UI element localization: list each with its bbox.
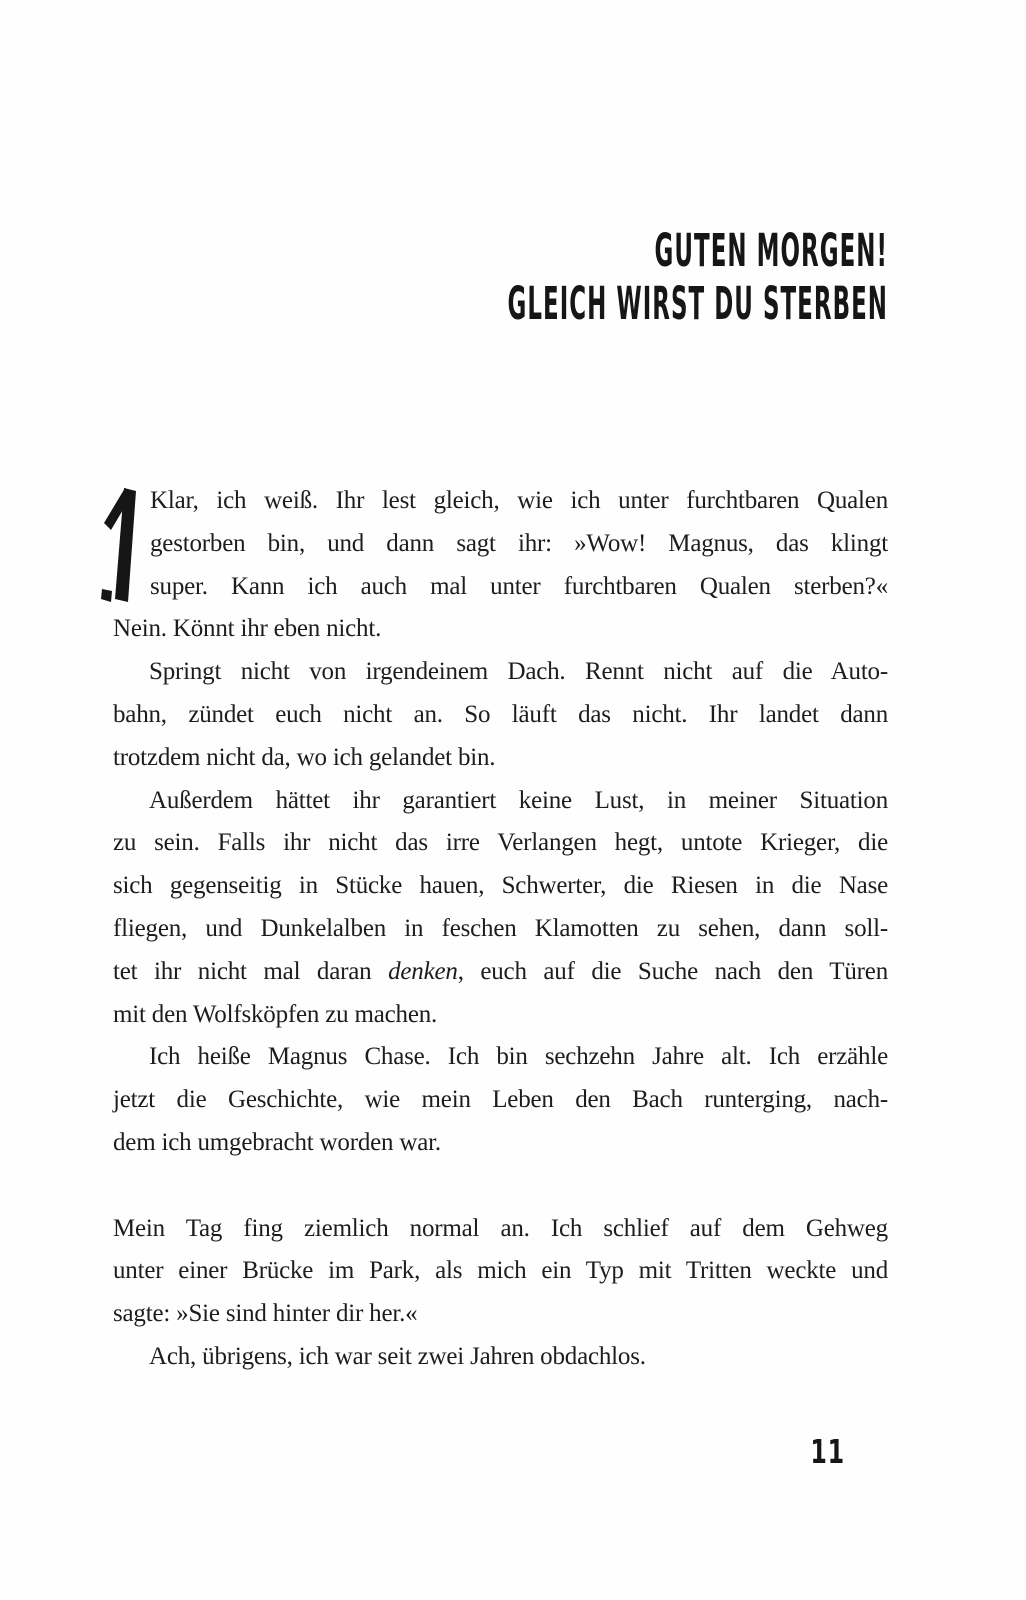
paragraph [113, 1036, 888, 1164]
text-line [113, 865, 888, 908]
chapter-heading [142, 224, 888, 330]
text-line [113, 523, 888, 566]
paragraph [113, 480, 888, 651]
paragraph [113, 1208, 888, 1336]
text-segment: Mein Tag fing ziemlich normal an. Ich schlief auf dem Gehweg [113, 1214, 888, 1242]
paragraph [113, 651, 888, 779]
text-line [113, 737, 888, 780]
text-line [113, 1336, 888, 1379]
text-line [113, 1122, 888, 1165]
text-line [113, 694, 888, 737]
text-segment: Ich heiße Magnus Chase. Ich bin sechzehn Jahre alt. Ich erzähle [149, 1043, 888, 1071]
text-line [113, 822, 888, 865]
paragraph [113, 1336, 888, 1379]
text-line [113, 608, 888, 651]
text-line [113, 908, 888, 951]
text-segment: unter einer Brücke im Park, als mich ein Typ mit Tritten weckte und [113, 1257, 888, 1285]
paragraph-spacer [113, 1165, 888, 1208]
text-line [113, 1079, 888, 1122]
text-segment: Außerdem hättet ihr garantiert keine Lust, in meiner Situation [149, 786, 888, 814]
text-line [113, 1208, 888, 1251]
page-number: 11 [810, 1432, 845, 1471]
emphasized-text: denken [388, 957, 458, 985]
text-segment: zu sein. Falls ihr nicht das irre Verlangen hegt, untote Krieger, die [113, 829, 888, 857]
paragraph [113, 780, 888, 1037]
text-line [113, 1036, 888, 1079]
text-line [113, 651, 888, 694]
text-segment: Ach, übrigens, ich war seit zwei Jahren obdachlos. [149, 1342, 646, 1370]
text-segment: trotzdem nicht da, wo ich gelandet bin. [113, 743, 496, 771]
text-line [113, 1293, 888, 1336]
text-segment: sagte: »Sie sind hinter dir her.« [113, 1300, 418, 1328]
text-segment: sich gegenseitig in Stücke hauen, Schwerter, die Riesen in die Nase [113, 872, 888, 900]
chapter-heading-line-1: GUTEN MORGEN! [654, 224, 888, 277]
text-segment: mit den Wolfsköpfen zu machen. [113, 1000, 438, 1028]
chapter-heading-line-2: GLEICH WIRST DU STERBEN [507, 277, 888, 330]
body-text [113, 480, 888, 1379]
text-line [113, 951, 888, 994]
text-segment: , euch auf die Suche nach den Türen [457, 957, 888, 985]
text-line [113, 566, 888, 609]
text-segment: tet ihr nicht mal daran [113, 957, 389, 985]
text-segment: Nein. Könnt ihr eben nicht. [113, 615, 382, 643]
chapter-number-dropcap [101, 486, 143, 608]
text-segment: Springt nicht von irgendeinem Dach. Rennt nicht auf die Auto- [149, 658, 888, 686]
text-segment: super. Kann ich auch mal unter furchtbaren Qualen sterben?« [150, 572, 888, 600]
text-line [113, 480, 888, 523]
text-line [113, 1250, 888, 1293]
text-segment: bahn, zündet euch nicht an. So läuft das nicht. Ihr landet dann [113, 700, 888, 728]
text-segment: fliegen, und Dunkelalben in feschen Klamotten zu sehen, dann soll- [113, 914, 888, 942]
text-segment: dem ich umgebracht worden war. [113, 1128, 441, 1156]
text-segment: jetzt die Geschichte, wie mein Leben den Bach runterging, nach- [113, 1086, 888, 1114]
text-line [113, 994, 888, 1037]
text-segment: gestorben bin, und dann sagt ihr: »Wow! Magnus, das klingt [150, 529, 888, 557]
text-line [113, 780, 888, 823]
text-segment: Klar, ich weiß. Ihr lest gleich, wie ich unter furchtbaren Qualen [150, 487, 888, 514]
